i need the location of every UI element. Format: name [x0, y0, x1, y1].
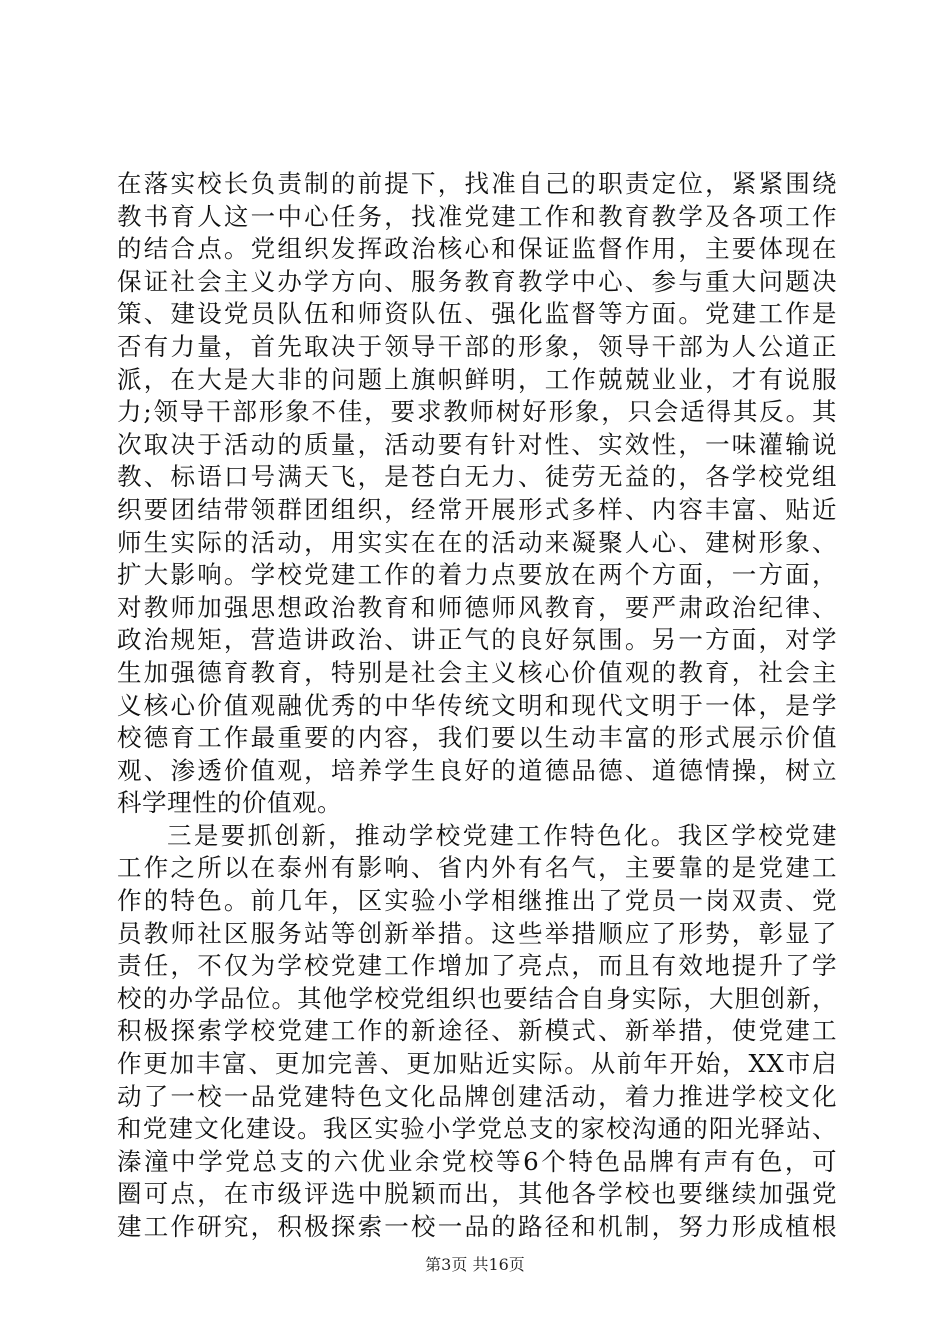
text-line: 力;领导干部形象不佳，要求教师树好形象，只会适得其反。其 [117, 397, 837, 427]
text-line: 作的特色。前几年，区实验小学相继推出了党员一岗双责、党 [117, 886, 837, 916]
text-line: 教、标语口号满天飞，是苍白无力、徒劳无益的，各学校党组 [117, 462, 837, 492]
text-line: 扩大影响。学校党建工作的着力点要放在两个方面，一方面， [117, 560, 837, 590]
text-line: 的结合点。党组织发挥政治核心和保证监督作用，主要体现在 [117, 234, 837, 264]
text-line: 作更加丰富、更加完善、更加贴近实际。从前年开始，XX市启 [117, 1049, 837, 1079]
text-line: 员教师社区服务站等创新举措。这些举措顺应了形势，彰显了 [117, 918, 837, 948]
page-number-footer: 第3页 共16页 [425, 1255, 525, 1274]
text-line: 建工作研究，积极探索一校一品的路径和机制，努力形成植根 [117, 1212, 837, 1241]
text-line: 否有力量，首先取决于领导干部的形象，领导干部为人公道正 [117, 331, 837, 361]
text-line: 保证社会主义办学方向、服务教育教学中心、参与重大问题决 [117, 266, 837, 296]
text-line: 织要团结带领群团组织，经常开展形式多样、内容丰富、贴近 [117, 494, 837, 524]
text-line: 次取决于活动的质量，活动要有针对性、实效性，一味灌输说 [117, 429, 837, 459]
text-line: 责任，不仅为学校党建工作增加了亮点，而且有效地提升了学 [117, 951, 837, 981]
text-line: 师生实际的活动，用实实在在的活动来凝聚人心、建树形象、 [117, 527, 837, 557]
text-line: 和党建文化建设。我区实验小学党总支的家校沟通的阳光驿站、 [117, 1114, 837, 1144]
text-line: 生加强德育教育，特别是社会主义核心价值观的教育，社会主 [117, 657, 837, 687]
text-line: 校的办学品位。其他学校党组织也要结合自身实际，大胆创新， [117, 983, 837, 1013]
paragraph-start-line: 三是要抓创新，推动学校党建工作特色化。我区学校党建 [167, 820, 837, 850]
text-line: 圈可点，在市级评选中脱颖而出，其他各学校也要继续加强党 [117, 1179, 837, 1209]
body-text [117, 168, 837, 1244]
paragraph-end-line: 科学理性的价值观。 [117, 788, 342, 818]
text-line: 对教师加强思想政治教育和师德师风教育，要严肃政治纪律、 [117, 592, 837, 622]
text-line: 政治规矩，营造讲政治、讲正气的良好氛围。另一方面，对学 [117, 625, 837, 655]
text-line: 策、建设党员队伍和师资队伍、强化监督等方面。党建工作是 [117, 299, 837, 329]
text-line: 工作之所以在泰州有影响、省内外有名气，主要靠的是党建工 [117, 853, 837, 883]
text-line: 教书育人这一中心任务，找准党建工作和教育教学及各项工作 [117, 201, 837, 231]
text-line: 积极探索学校党建工作的新途径、新模式、新举措，使党建工 [117, 1016, 837, 1046]
text-line: 动了一校一品党建特色文化品牌创建活动，着力推进学校文化 [117, 1081, 837, 1111]
text-line: 溱潼中学党总支的六优业余党校等6个特色品牌有声有色，可 [117, 1146, 837, 1176]
text-line: 派，在大是大非的问题上旗帜鲜明，工作兢兢业业，才有说服 [117, 364, 837, 394]
text-line: 观、渗透价值观，培养学生良好的道德品德、道德情操，树立 [117, 755, 837, 785]
text-line: 义核心价值观融优秀的中华传统文明和现代文明于一体，是学 [117, 690, 837, 720]
text-line: 在落实校长负责制的前提下，找准自己的职责定位，紧紧围绕 [117, 169, 837, 198]
text-line: 校德育工作最重要的内容，我们要以生动丰富的形式展示价值 [117, 723, 837, 753]
